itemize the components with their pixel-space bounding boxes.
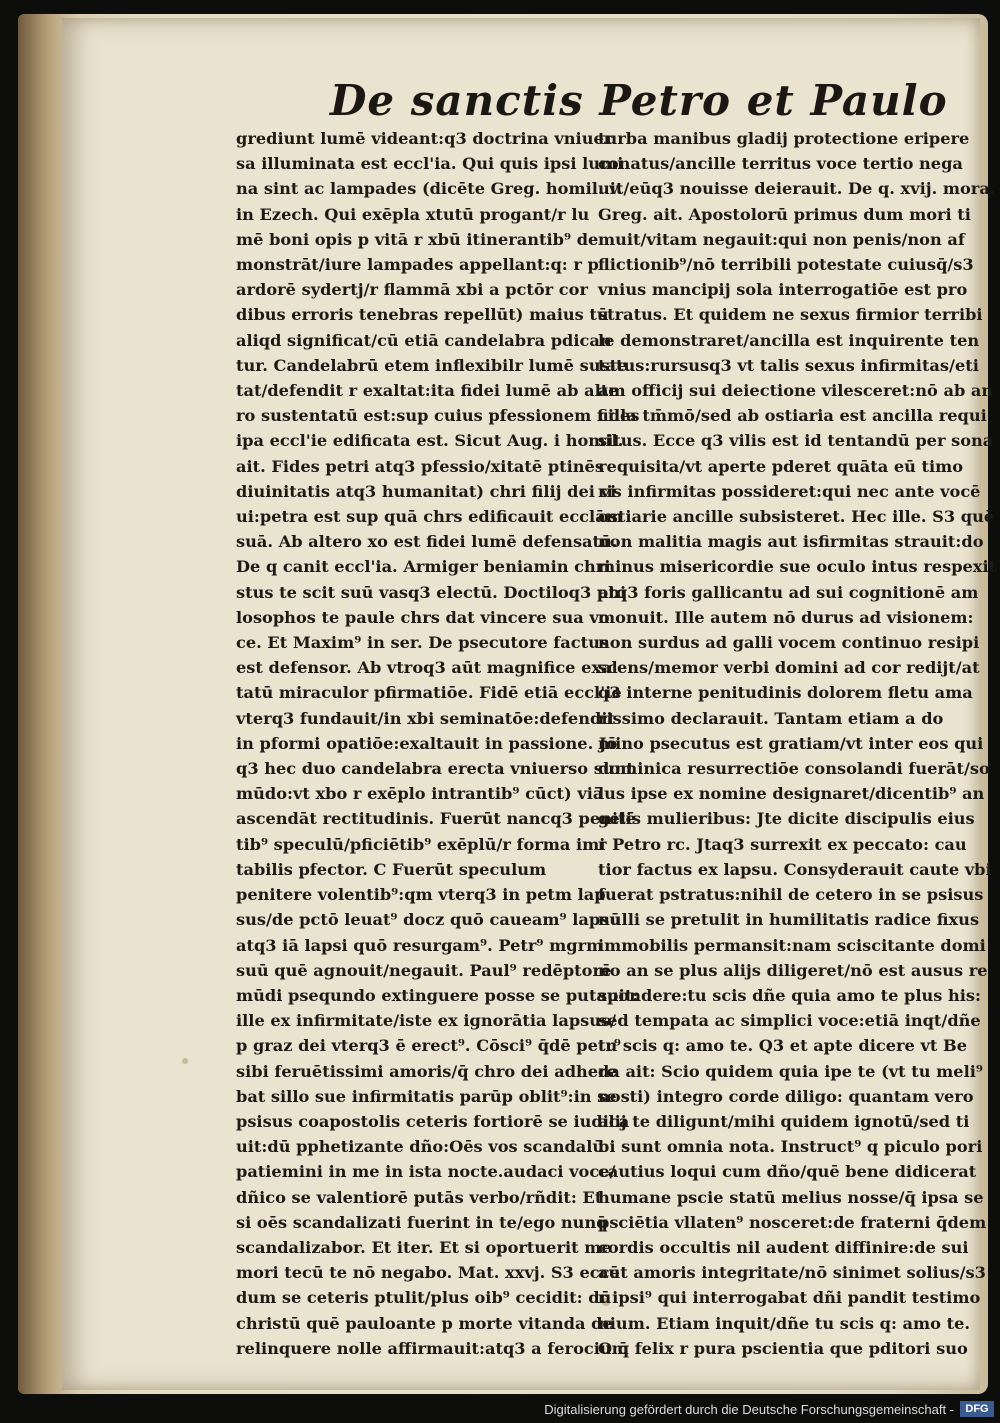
text-line: non surdus ad galli vocem continuo resipi bbox=[598, 633, 980, 653]
text-line: sus/de pctō leuat⁹ docz quō caueam⁹ lapsū bbox=[236, 910, 622, 930]
text-line: bat sillo sue infirmitatis parūp oblit⁹:in se bbox=[236, 1086, 617, 1106]
text-line: ascendāt rectitudinis. Fuerūt nancq3 penitē bbox=[236, 809, 636, 829]
text-line: gelis mulieribus: Jte dicite discipulis eius bbox=[598, 809, 975, 829]
text-line: ait. Fides petri atq3 pfessio/xitatē ptinēs bbox=[236, 456, 604, 476]
text-line: monstrāt/iure lampades appellant:q: r p bbox=[236, 255, 599, 275]
text-line: in Ezech. Qui exēpla xtutū progant/r lu bbox=[236, 204, 590, 224]
text-line: psisus coapostolis ceteris fortiorē se iudica bbox=[236, 1111, 630, 1131]
text-line: suū quē agnouit/negauit. Paul⁹ redēptorē bbox=[236, 960, 612, 980]
text-line: ro sustentatū est:sup cuius pfessionem fides bbox=[236, 406, 640, 426]
text-line: aūt amoris integritate/nō sinimet solius/s3 bbox=[598, 1263, 986, 1283]
text-line: suā. Ab altero xo est fidei lumē defensatū. bbox=[236, 532, 618, 552]
text-line: scandalizabor. Et iter. Et si oportuerit me bbox=[236, 1237, 612, 1257]
text-line: penitere volentib⁹:qm vterq3 in petm lap bbox=[236, 885, 606, 905]
text-line: tib⁹ speculū/pficiētib⁹ exēplū/r forma imi bbox=[236, 834, 606, 854]
text-line: p graz dei vterq3 ē erect⁹. Cōsci⁹ q̄dē petr⁹ bbox=[236, 1036, 622, 1056]
text-line: conatus/ancille territus voce tertio nega bbox=[598, 154, 963, 174]
text-line: tatū miraculor pfirmatiōe. Fidē etiā eccl'ie bbox=[236, 683, 622, 703]
text-line: dibus erroris tenebras repellūt) maius tū bbox=[236, 305, 609, 325]
text-line: vterq3 fundauit/in xbi seminatōe:defendit bbox=[236, 708, 615, 728]
text-line: mē boni opis p vitā r xbū itinerantib⁹ de bbox=[236, 229, 599, 249]
text-line: atq3 foris gallicantu ad sui cognitionē am bbox=[598, 582, 979, 602]
text-line: losophos te paule chrs dat vincere sua vo bbox=[236, 607, 610, 627]
text-line: cilla tm̄mō/sed ab ostiaria est ancilla requi bbox=[598, 406, 987, 426]
text-line: fuerat pstratus:nihil de cetero in se psisus bbox=[598, 885, 984, 905]
right-text-column bbox=[598, 126, 997, 1361]
text-line: Greg. ait. Apostolorū primus dum mori ti bbox=[598, 204, 971, 224]
digitization-credit: Digitalisierung gefördert durch die Deutsche Forschungsgemeinschaft - bbox=[544, 1402, 954, 1417]
text-line: ostiarie ancille subsisteret. Hec ille. S3 quē bbox=[598, 507, 995, 527]
text-line: flictionib⁹/nō terribili potestate cuiusq̄/s3 bbox=[598, 255, 974, 275]
text-line: mūdo:vt xbo r exēplo intrantib⁹ cūct) viā bbox=[236, 784, 604, 804]
text-line: atq3 iā lapsi quō resurgam⁹. Petr⁹ mgrm bbox=[236, 935, 604, 955]
text-line: r Petro rc. Jtaq3 surrexit ex peccato: cau bbox=[598, 834, 967, 854]
text-line: rissimo declarauit. Tantam etiam a do bbox=[598, 708, 944, 728]
footer-bar bbox=[0, 1396, 1000, 1423]
text-line: q3 hec duo candelabra erecta vniuerso sunt bbox=[236, 759, 634, 779]
text-line: si oēs scandalizati fuerint in te/ego nunq̄ bbox=[236, 1212, 608, 1232]
text-line: requisita/vt aperte pderet quāta eū timo bbox=[598, 456, 964, 476]
text-line: dum se ceteris ptulit/plus oib⁹ cecidit: dū bbox=[236, 1288, 612, 1308]
text-line: nulli se pretulit in humilitatis radice fixus bbox=[598, 910, 980, 930]
text-line: le demonstraret/ancilla est inquirente ten bbox=[598, 330, 980, 350]
text-line: diuinitatis atq3 humanitat) chri filij dei vi bbox=[236, 481, 617, 501]
text-line: lus ipse ex nomine designaret/dicentib⁹ an bbox=[598, 784, 985, 804]
text-line: aliqd significat/cū etiā candelabra pdican bbox=[236, 330, 612, 350]
left-text-column bbox=[236, 126, 640, 1361]
text-line: dñico se valentiorē putās verbo/rñdit: Et bbox=[236, 1187, 603, 1207]
text-line: patiemini in me in ista nocte.audaci voce/ bbox=[236, 1162, 616, 1182]
text-line: psciētia vllaten⁹ nosceret:de fraterni q̄dem bbox=[598, 1212, 987, 1232]
text-line: cordis occultis nil audent diffinire:de sui bbox=[598, 1237, 969, 1257]
text-line: turba manibus gladij protectione eripere bbox=[598, 129, 970, 148]
text-line: De q canit eccl'ia. Armiger beniamin chri bbox=[236, 557, 611, 577]
text-line: no an se plus alijs diligeret/nō est ausus re bbox=[598, 960, 988, 980]
text-line: spondere:tu scis dñe quia amo te plus his: bbox=[598, 985, 982, 1005]
text-line: nium. Etiam inquit/dñe tu scis q: amo te. bbox=[598, 1313, 971, 1333]
text-line: q3 interne penitudinis dolorem fletu ama bbox=[598, 683, 973, 703]
text-line: O q̄ felix r pura pscientia que pditori suo bbox=[598, 1338, 968, 1358]
text-line: muit/vitam negauit:qui non penis/non af bbox=[598, 229, 965, 249]
text-line: uit:dū pphetizante dño:Oēs vos scandalū bbox=[236, 1137, 605, 1157]
text-line: da ait: Scio quidem quia ipe te (vt tu meli⁹ bbox=[598, 1061, 983, 1081]
text-line: monuit. Ille autem nō durus ad visionem: bbox=[598, 607, 974, 627]
text-line: stratus. Et quidem ne sexus firmior terribi bbox=[598, 305, 983, 325]
text-line: scens/memor verbi domini ad cor redijt/at bbox=[598, 658, 980, 678]
text-line: mino psecutus est gratiam/vt inter eos qui bbox=[598, 733, 984, 753]
text-line: tior factus ex lapsu. Consyderauit caute vbi bbox=[598, 859, 992, 879]
page-title: De sanctis Petro et Paulo bbox=[330, 76, 948, 125]
paper-stain bbox=[182, 1058, 188, 1064]
text-line: mūdi psequndo extinguere posse se putauit: bbox=[236, 985, 639, 1005]
text-line: bi sunt omnia nota. Instruct⁹ q piculo pori bbox=[598, 1137, 983, 1157]
text-line: alij te diligunt/mihi quidem ignotū/sed ti bbox=[598, 1111, 970, 1131]
text-line: immobilis permansit:nam sciscitante domi bbox=[598, 935, 986, 955]
text-line: humane pscie statū melius nosse/q̄ ipsa se bbox=[598, 1187, 984, 1207]
text-line: ipa eccl'ie edificata est. Sicut Aug. i homil. bbox=[236, 431, 624, 451]
text-line: sed tempata ac simplici voce:etiā inqt/dñe bbox=[598, 1011, 981, 1031]
text-line: vnius mancipij sola interrogatiōe est pro bbox=[598, 280, 968, 300]
text-line: sa illuminata est eccl'ia. Qui quis ipsi lumi bbox=[236, 154, 624, 174]
text-line: sibi feruētissimi amoris/q̄ chro dei adhere bbox=[236, 1061, 617, 1081]
text-line: r ipsi⁹ qui interrogabat dñi pandit testimo bbox=[598, 1288, 981, 1308]
text-line: in pformi opatiōe:exaltauit in passione. Jō bbox=[236, 733, 618, 753]
dfg-logo: DFG bbox=[960, 1401, 994, 1417]
text-line: ui:petra est sup quā chrs edificauit ecclām bbox=[236, 507, 623, 527]
text-line: stus te scit suū vasq3 electū. Doctiloq3 phi bbox=[236, 582, 627, 602]
text-line: tu scis q: amo te. Q3 et apte dicere vt Be bbox=[598, 1036, 967, 1056]
text-line: situs. Ecce q3 vilis est id tentandū per sona bbox=[598, 431, 994, 451]
text-line: nosti) integro corde diligo: quantam vero bbox=[598, 1086, 974, 1106]
text-line: relinquere nolle affirmauit:atq3 a ferocium bbox=[236, 1338, 629, 1358]
text-line: ris infirmitas possideret:qui nec ante vocē bbox=[598, 481, 981, 501]
text-line: mori tecū te nō negabo. Mat. xxvj. S3 ecce bbox=[236, 1263, 620, 1283]
text-line: grediunt lumē videant:q3 doctrina vniuer bbox=[236, 129, 613, 148]
text-line: est defensor. Ab vtroq3 aūt magnifice exal bbox=[236, 658, 618, 678]
text-line: tat/defendit r exaltat:ita fidei lumē ab alte bbox=[236, 381, 619, 401]
text-line: non malitia magis aut isfirmitas strauit:do bbox=[598, 532, 984, 552]
text-line: am officij sui deiectione vilesceret:nō ab an bbox=[598, 381, 994, 401]
text-line: na sint ac lampades (dicēte Greg. homil. v. bbox=[236, 179, 623, 199]
text-line: uit/eūq3 nouisse deierauit. De q. xvij. mora. bbox=[598, 179, 996, 199]
text-line: cautius loqui cum dño/quē bene didicerat bbox=[598, 1162, 977, 1182]
text-line: tatus:rursusq3 vt talis sexus infirmitas/eti bbox=[598, 355, 979, 375]
text-line: minus misericordie sue oculo intus respexit bbox=[598, 557, 997, 577]
text-line: tur. Candelabrū etem inflexibilr lumē suste bbox=[236, 355, 628, 375]
text-line: ce. Et Maxim⁹ in ser. De psecutore factus bbox=[236, 633, 609, 653]
text-line: tabilis pfector. C Fuerūt speculum bbox=[236, 859, 547, 879]
text-line: dominica resurrectiōe consolandi fuerāt/so bbox=[598, 759, 990, 779]
text-line: ille ex infirmitate/iste ex ignorātia lapsus/ bbox=[236, 1011, 617, 1031]
text-line: christū quē pauloante p morte vitanda de bbox=[236, 1313, 613, 1333]
text-line: ardorē sydertj/r flammā xbi a pctōr cor bbox=[236, 280, 588, 300]
